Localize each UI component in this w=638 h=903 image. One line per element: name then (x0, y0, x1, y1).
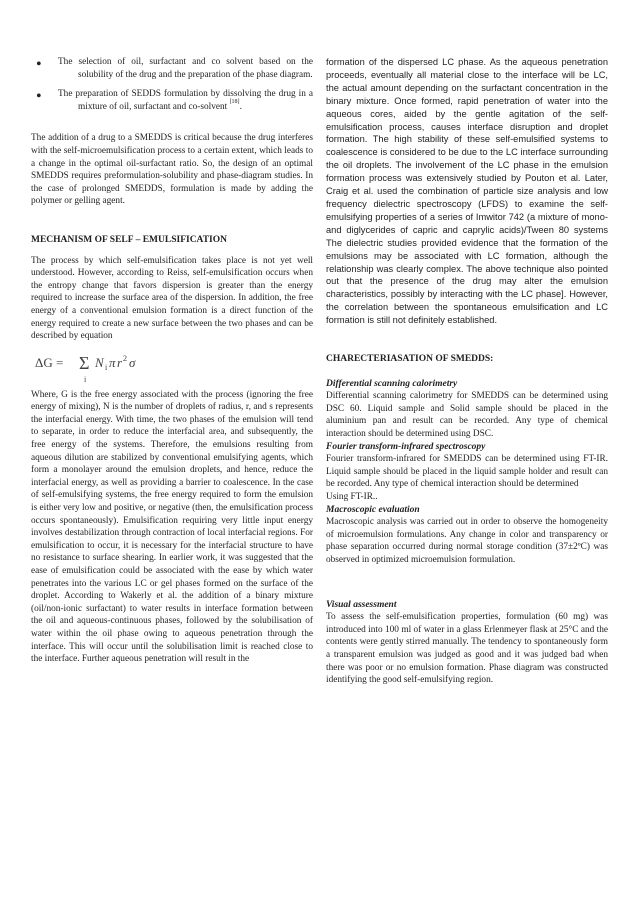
equation-sigma: σ (129, 354, 136, 370)
equation-graphic (35, 347, 235, 387)
left-column (31, 56, 313, 666)
bullet-item (31, 56, 313, 81)
section-heading-mechanism: MECHANISM OF SELF – EMULSIFICATION (31, 234, 227, 245)
paragraph-where: Where, G is the free energy associated with the process (ignoring the free energy of mixing), N is the number of droplets of radius, r, and s represents the interfacial energy. With time, the two phases of the emulsion will tend to separate, in order to reduce the interfacial area, and subsequently, the free energy of the systems. Therefore, the emulsions resulting from aqueous dilution are stabilized by conventional emulsifying agents, which form a monolayer around the emulsion droplets, and hence, reduce the interfacial energy, as well as providing a barrier to coalescence. In the case of self-emulsifying systems, the free energy required to form the emulsion is either very low and positive, or negative (then, the emulsification process occurs spontaneously). Emulsification requiring very little input energy involves destabilization through contraction of local interfacial regions. For emulsification to occur, it is necessary for the interfacial structure to have no resistance to surface shearing. In earlier work, it was suggested that the ease of emulsification could be associated with the ease by which water penetrates into the various LC or gel phases formed on the surface of the droplet. According to Wakerly et al. the addition of a binary mixture (oil/non-ionic surfactant) to water results in interface formation between the oil and aqueous-continuous phases, followed by the solubilisation of water within the oil phase owing to aqueous penetration through the interface. This will occur until the solubilisation limit is reached close to the interface. Further aqueous penetration will result in the (31, 389, 313, 665)
equation-pi: π (109, 354, 116, 370)
bullet-text: The preparation of SEDDS formulation by dissolving the drug in a mixture of oil, surfactant and co-solvent [18]. (58, 89, 313, 112)
equation-exp: 2 (123, 353, 127, 363)
citation-ref: [18] (229, 98, 240, 105)
equation-r: r (117, 354, 123, 370)
paragraph-visual: To assess the self-emulsification properties, formulation (60 mg) was introduced into 100 ml of water in a glass Erlenmeyer flask at 25°C and the contents were gently stirred manually. The tendency to spontaneously form a transparent emulsion was judged as good and it was judged bad when there was poor or no emulsion formation. Phase diagram was constructed identifying the good self-emulsifying region. (326, 612, 608, 686)
equation-sum: Σ (79, 352, 90, 373)
subheading-visual: Visual assessment (326, 599, 397, 610)
subheading-ftir: Fourier transform-infrared spectroscopy (326, 441, 486, 452)
subheading-dsc: Differential scanning calorimetry (326, 378, 458, 389)
paragraph-dsc: Differential scanning calorimetry for SMEDDS can be determined using DSC 60. Liquid sample and Solid sample should be placed in the aluminium pan and result can be recorded. Any type of chemical interaction should be determined using DSC. (326, 391, 608, 439)
bullet-text: The selection of oil, surfactant and co solvent based on the solubility of the drug and the preparation of the phase diagram. (58, 57, 313, 80)
paragraph-continued: formation of the dispersed LC phase. As the aqueous penetration proceeds, eventually all material close to the interface will be LC, the actual amount depending on the surfactant concentration in the binary mixture. Once formed, rapid penetration of water into the aqueous cores, aided by the gentle agitation of the self-emulsification process, causes interface disruption and droplet formation. The high stability of these self-emulsified systems to coalescence is considered to be due to the LC interface surrounding the oil droplets. The involvement of the LC phase in the emulsion formation process was extensively studied by Pouton et al. Later, Craig et al. used the combination of particle size analysis and low frequency dielectric spectroscopy (LFDS) to examine the self-emulsifying properties of a series of Imwitor 742 (a mixture of mono- and diglycerides of capric and caprylic acids)/Tween 80 systems The dielectric studies provided evidence that the formation of the emulsions may be associated with LC formation, although the relationship was clearly complex. The above technique also pointed out that the presence of the drug may alter the emulsion characteristics, possibly by interacting with the LC phase]. However, the correlation between the spontaneous emulsification and LC formation is still not definitely established. (326, 57, 608, 326)
equation-lhs: ΔG = (35, 354, 64, 370)
paragraph-drug-addition: The addition of a drug to a SMEDDS is critical because the drug interferes with the self-microemulsification process to a certain extent, which leads to a change in the optimal oil-surfactant ratio. So, the design of an optimal SMEDDS requires preformulation-solubility and phase-diagram studies. In the case of prolonged SMEDDS, formulation is made by adding the polymer or gelling agent. (31, 133, 313, 207)
paragraph-macroscopic: Macroscopic analysis was carried out in order to observe the homogeneity of microemulsion formulations. Any change in color and transparency or phase separation occurred during normal storage condition (37±2ºC) was observed in optimized microemulsion formulation. (326, 517, 608, 565)
bullet-icon: • (36, 88, 42, 106)
free-energy-equation (31, 343, 313, 389)
paragraph-mechanism: The process by which self-emulsification takes place is not yet well understood. However, according to Reiss, self-emulsification occurs when the entropy change that favors dispersion is greater than the energy required to increase the surface area of the dispersion. In addition, the free energy of a conventional emulsion formation is a direct function of the energy required to create a new surface between the two phases and can be described by equation (31, 255, 313, 342)
paragraph-ftir: Fourier transform-infrared for SMEDDS can be determined using FT-IR. Liquid sample should be placed in the liquid sample holder and result can be recorded. Any type of chemical interaction should be determined (326, 454, 608, 490)
paragraph-ftir-2: Using FT-IR.. (326, 491, 378, 502)
subheading-macroscopic: Macroscopic evaluation (326, 504, 420, 515)
equation-sub-i: i (105, 362, 108, 372)
equation-index: i (84, 374, 87, 384)
bullet-icon: • (36, 56, 42, 73)
equation-term-n: N (95, 354, 104, 370)
section-heading-characterisation: CHARECTERIASATION OF SMEDDS: (326, 354, 494, 365)
bullet-item (31, 88, 313, 113)
right-column (326, 56, 608, 687)
